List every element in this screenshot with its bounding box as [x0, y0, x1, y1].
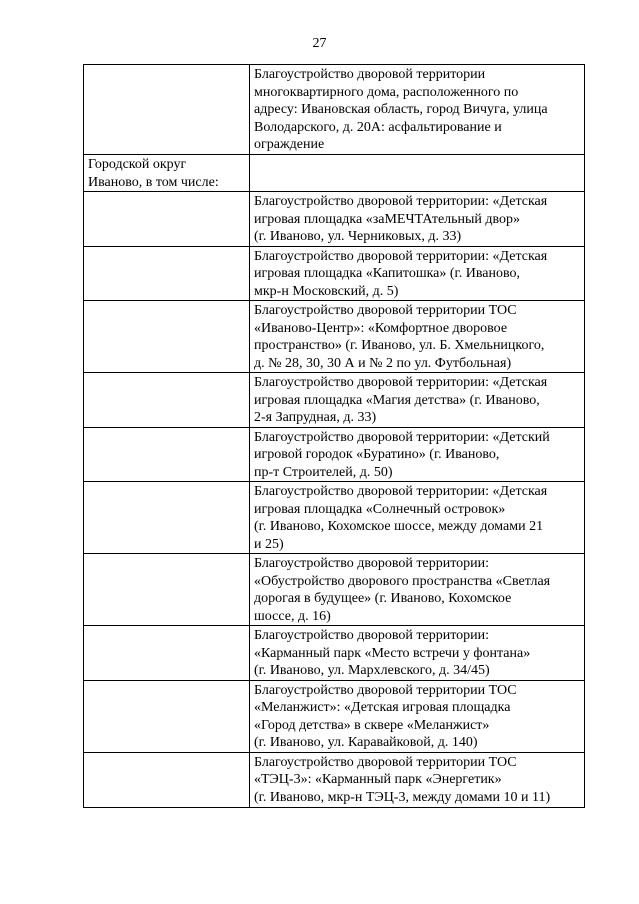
description-cell [250, 482, 585, 554]
description-cell [250, 680, 585, 752]
region-cell [84, 427, 250, 482]
region-cell [84, 301, 250, 373]
region-cell [84, 554, 250, 626]
cell-text-line: Благоустройство дворовой территории ТОС [254, 754, 517, 770]
cell-text-line: Благоустройство дворовой территории: [254, 556, 490, 571]
description-cell [250, 626, 585, 681]
region-cell [84, 246, 250, 301]
cell-text-line: многоквартирного дома, расположенного по [254, 84, 519, 100]
cell-text-line: Володарского, д. 20А: асфальтирование и [254, 119, 502, 135]
cell-text-line: игровой городок «Буратино» (г. Иваново, [254, 447, 500, 462]
region-cell [84, 373, 250, 428]
table-row [84, 65, 585, 155]
description-cell [250, 246, 585, 301]
cell-text-line: Благоустройство дворовой территории: «Детская [254, 484, 548, 499]
description-cell [250, 301, 585, 373]
cell-text-line: Благоустройство дворовой территории: [254, 628, 490, 643]
cell-text-line: (г. Иваново, ул. Каравайковой, д. 140) [254, 735, 478, 750]
description-cell [250, 554, 585, 626]
cell-text-line: пр-т Строителей, д. 50) [254, 464, 393, 480]
cell-text-line: Городской округ [88, 157, 187, 172]
cell-text-line: Благоустройство дворовой территории ТОС [254, 303, 517, 318]
cell-text-line: Иваново, в том числе: [88, 174, 219, 190]
cell-text-line: пространство» (г. Иваново, ул. Б. Хмельницкого, [254, 338, 545, 353]
cell-text-line: адресу: Ивановская область, город Вичуга, улица [254, 102, 548, 117]
cell-text-line: «ТЭЦ-3»: «Карманный парк «Энергетик» [254, 772, 502, 787]
cell-text-line: Благоустройство дворовой территории [254, 67, 486, 82]
description-cell [250, 373, 585, 428]
cell-text-line: (г. Иваново, ул. Черниковых, д. 33) [254, 229, 462, 244]
table-row [84, 301, 585, 373]
cell-text-line: игровая площадка «Капитошка» (г. Иваново, [254, 266, 520, 281]
region-cell [84, 65, 250, 155]
cell-text-line: д. № 28, 30, 30 А и № 2 по ул. Футбольная) [254, 355, 512, 371]
table-row [84, 482, 585, 554]
cell-text-line: 2-я Запрудная, д. 33) [254, 410, 377, 425]
cell-text-line: Благоустройство дворовой территории: «Детская [254, 375, 548, 390]
table-row [84, 626, 585, 681]
cell-text-line: игровая площадка «Магия детства» (г. Иваново, [254, 392, 540, 408]
cell-text-line: шоссе, д. 16) [254, 608, 331, 624]
cell-text-line: (г. Иваново, мкр-н ТЭЦ-3, между домами 10 и 11) [254, 789, 551, 805]
cell-text-line: (г. Иваново, Кохомское шоссе, между домами 21 [254, 519, 544, 534]
region-cell [84, 482, 250, 554]
cell-text-line: (г. Иваново, ул. Мархлевского, д. 34/45) [254, 663, 490, 678]
projects-table-body [84, 65, 585, 808]
description-cell [250, 427, 585, 482]
table-row [84, 192, 585, 247]
cell-text-line: ограждение [254, 137, 325, 152]
cell-text-line: дорогая в будущее» (г. Иваново, Кохомское [254, 591, 512, 606]
cell-text-line: Благоустройство дворовой территории: «Детская [254, 248, 548, 264]
description-cell [250, 155, 585, 192]
table-row [84, 427, 585, 482]
cell-text-line: игровая площадка «Солнечный островок» [254, 501, 506, 517]
projects-table [83, 64, 585, 808]
region-cell [84, 626, 250, 681]
table-row [84, 554, 585, 626]
cell-text-line: «Обустройство дворового пространства «Светлая [254, 573, 551, 589]
table-row [84, 155, 585, 192]
table-row [84, 680, 585, 752]
cell-text-line: Благоустройство дворовой территории: «Детская [254, 194, 548, 209]
table-row [84, 752, 585, 807]
table-row [84, 373, 585, 428]
cell-text-line: «Карманный парк «Место встречи у фонтана» [254, 645, 531, 661]
cell-text-line: мкр-н Московский, д. 5) [254, 283, 399, 299]
cell-text-line: игровая площадка «заМЕЧТАтельный двор» [254, 211, 521, 227]
page-number: 27 [312, 36, 327, 51]
description-cell [250, 192, 585, 247]
region-cell [84, 192, 250, 247]
region-cell [84, 680, 250, 752]
cell-text-line: Благоустройство дворовой территории: «Детский [254, 429, 550, 445]
description-cell [250, 65, 585, 155]
cell-text-line: «Город детства» в сквере «Меланжист» [254, 717, 490, 733]
description-cell [250, 752, 585, 807]
cell-text-line: и 25) [254, 536, 284, 552]
cell-text-line: Благоустройство дворовой территории ТОС [254, 682, 517, 698]
region-cell [84, 155, 250, 192]
cell-text-line: «Иваново-Центр»: «Комфортное дворовое [254, 320, 508, 336]
region-cell [84, 752, 250, 807]
cell-text-line: «Меланжист»: «Детская игровая площадка [254, 700, 511, 715]
table-row [84, 246, 585, 301]
